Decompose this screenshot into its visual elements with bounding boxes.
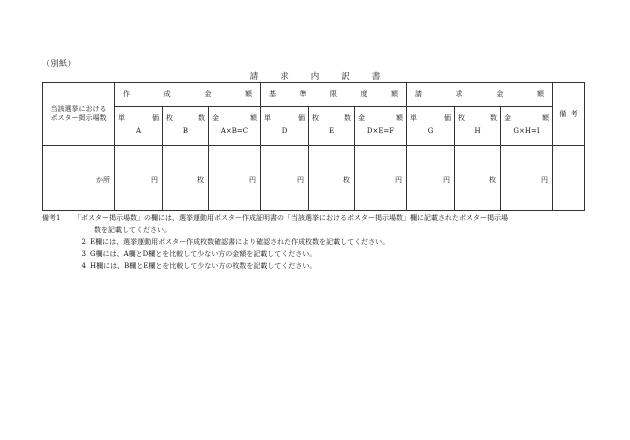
entry-cell[interactable] (309, 146, 355, 211)
entry-cell[interactable] (501, 146, 553, 211)
subheader-top: 枚 (312, 114, 319, 122)
group-limit-char: 準 (299, 90, 307, 99)
subheader-bottom: B (182, 127, 189, 135)
entry-cell[interactable] (163, 146, 209, 211)
group-claim-char: 請 (415, 90, 422, 99)
group-claim (407, 83, 553, 107)
header-row-sub (43, 107, 585, 146)
subheader-cell (209, 107, 261, 146)
group-claim-char: 求 (455, 90, 463, 99)
unit-label: 枚 (197, 175, 204, 184)
remark-text: E欄には、選挙運動用ポスター作成枚数確認書により確認された作成枚数を記載してください。 (90, 238, 390, 246)
subheader-top: 金 (358, 114, 365, 122)
subheader-top: 枚 (166, 114, 173, 122)
subheader-top: 単 (264, 114, 271, 122)
remarks-header-cell (553, 83, 585, 146)
group-limit-char: 度 (360, 90, 368, 99)
subheader-cell (501, 107, 553, 146)
subheader-top: 金 (212, 114, 219, 122)
remark-number: 3 (81, 250, 86, 258)
subheader-top: 数 (490, 114, 497, 122)
annex-label: （別紙） (42, 59, 76, 68)
title-char: 求 (280, 72, 289, 82)
title-char: 書 (371, 72, 381, 82)
subheader-top: 額 (542, 114, 549, 122)
subheader-top: 数 (344, 114, 351, 122)
subheader-top: 金 (504, 114, 511, 122)
remark-text: G欄には、A欄とD欄とを比較して少ない方の金額を記載してください。 (90, 250, 317, 258)
subheader-cell (115, 107, 163, 146)
subheader-top: 額 (396, 114, 403, 122)
group-claim-char: 金 (496, 90, 504, 99)
subheader-cell (309, 107, 355, 146)
subheader-cell (163, 107, 209, 146)
group-creation (115, 83, 261, 107)
subheader-top: 単 (410, 114, 417, 122)
entry-cell[interactable] (455, 146, 501, 211)
subheader-top: 数 (198, 114, 205, 122)
remark-number: 4 (81, 262, 86, 270)
entry-cell[interactable] (407, 146, 455, 211)
remark-text: 「ポスター掲示場数」の欄には、選挙運動用ポスター作成証明書の「当該選挙におけるポスター掲示場数」欄に記載されたポスター掲示場 (74, 214, 508, 222)
subheader-top: 単 (118, 114, 125, 122)
subheader-top: 価 (444, 114, 451, 122)
remarks-entry-cell[interactable] (553, 146, 585, 211)
subheader-top: 額 (250, 114, 257, 122)
subheader-bottom: E (328, 127, 335, 135)
subheader-top: 価 (298, 114, 305, 122)
entry-row (43, 146, 585, 211)
title-char: 請 (249, 72, 259, 82)
unit-label: 円 (443, 175, 450, 184)
group-limit-char: 限 (330, 90, 337, 99)
unit-label: 円 (541, 175, 548, 184)
remark-number: 2 (81, 238, 86, 246)
entry-cell[interactable] (355, 146, 407, 211)
remark-item (42, 260, 602, 272)
subheader-bottom: D (281, 127, 288, 135)
subheader-cell (355, 107, 407, 146)
group-creation-char: 額 (244, 90, 252, 99)
group-creation-char: 作 (123, 90, 130, 99)
header-row-groups (43, 83, 585, 107)
group-limit-char: 基 (269, 90, 276, 99)
remark-continuation: 数を記載してください。 (94, 226, 171, 234)
unit-label: 枚 (489, 175, 496, 184)
group-creation-char: 金 (204, 90, 212, 99)
subheader-bottom: A (135, 127, 142, 135)
subheader-bottom: G×H=I (513, 127, 540, 135)
subheader-bottom: D×E=F (366, 127, 395, 135)
group-creation-char: 成 (163, 90, 171, 99)
subheader-top: 枚 (458, 114, 465, 122)
entry-cell[interactable] (261, 146, 309, 211)
row-header-cell (43, 83, 115, 146)
subheader-top: 価 (152, 114, 159, 122)
remarks-header-char: 考 (570, 109, 578, 118)
locations-cell[interactable] (43, 146, 115, 211)
group-limit-char: 額 (391, 90, 398, 99)
entry-cell[interactable] (115, 146, 163, 211)
entry-cell[interactable] (209, 146, 261, 211)
unit-label: 枚 (343, 175, 350, 184)
breakdown-table (42, 82, 585, 211)
unit-label: 円 (151, 175, 158, 184)
row-header-text: 当該選挙における ポスター掲示場数 (50, 105, 107, 122)
remarks-lead: 備考1 (42, 214, 61, 222)
subheader-cell (261, 107, 309, 146)
remark-text: H欄には、B欄とE欄とを比較して少ない方の枚数を記載してください。 (90, 262, 317, 270)
subheader-bottom: A×B=C (220, 127, 249, 135)
group-limit (261, 83, 407, 107)
unit-label: 円 (297, 175, 304, 184)
remarks-notes (42, 212, 602, 272)
group-claim-char: 額 (536, 90, 544, 99)
remark-item (42, 236, 602, 248)
subheader-cell (455, 107, 501, 146)
unit-label: 円 (249, 175, 256, 184)
subheader-cell (407, 107, 455, 146)
unit-label: 円 (395, 175, 402, 184)
subheader-bottom: G (427, 127, 434, 135)
unit-label: か所 (96, 175, 110, 184)
title-char: 内 (310, 72, 320, 82)
subheader-bottom: H (474, 127, 481, 135)
remark-item (42, 248, 602, 260)
remarks-header-char: 備 (559, 109, 567, 118)
document-title (0, 70, 630, 82)
title-char: 訳 (341, 72, 350, 82)
remark-item (42, 212, 602, 224)
